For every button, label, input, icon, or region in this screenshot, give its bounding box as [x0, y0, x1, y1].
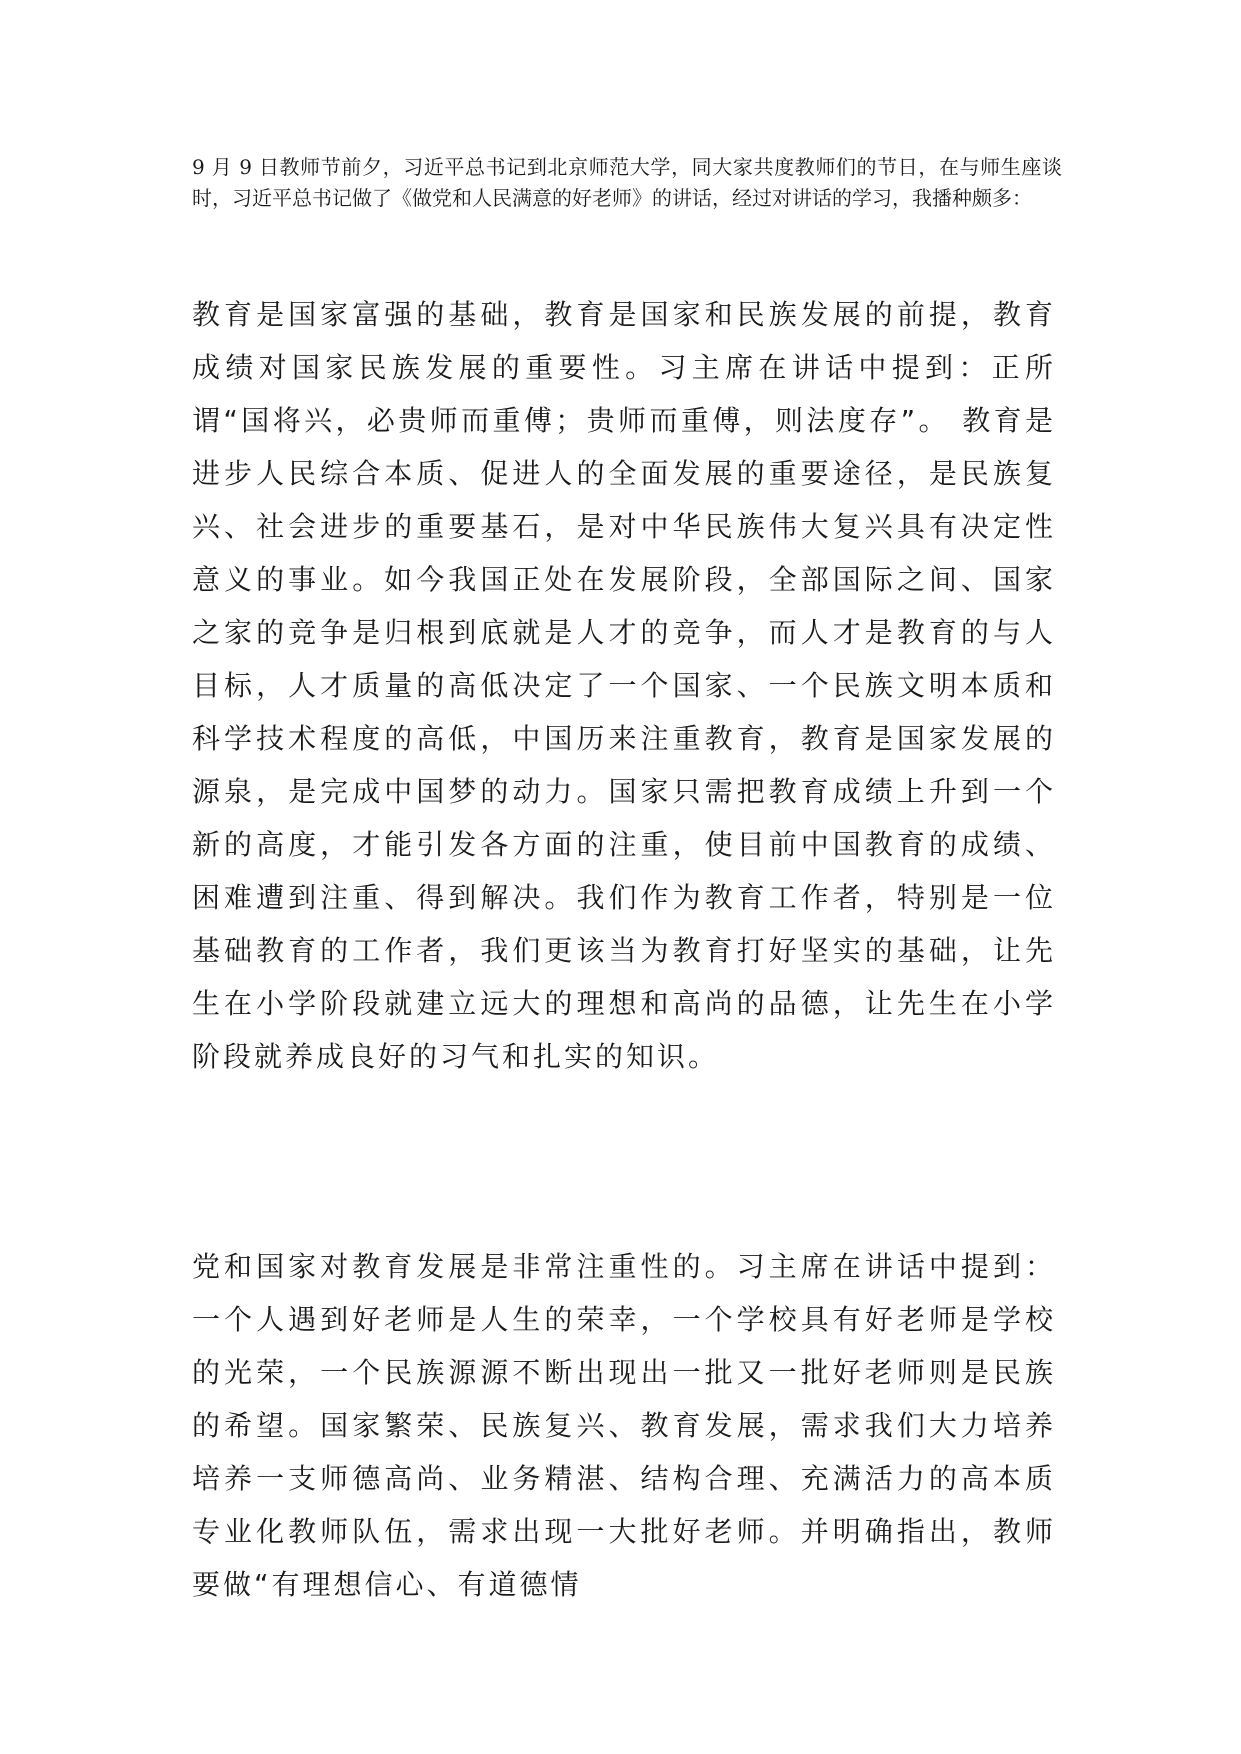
body-paragraph-2: 党和国家对教育发展是非常注重性的。习主席在讲话中提到：一个人遇到好老师是人生的荣幸，一个学校具有好老师是学校的光荣，一个民族源源不断出现出一批又一批好老师则是民族的希望。国家繁荣、民族复兴、教育发展，需求我们大力培养培养一支师德高尚、业务精湛、结构合理、充满活力的高本质专业化教师队伍，需求出现一大批好老师。并明确指出，教师要做“有理想信心、有道德情	[192, 1250, 1056, 1601]
body-paragraph-1: 教育是国家富强的基础，教育是国家和民族发展的前提，教育成绩对国家民族发展的重要性。习主席在讲话中提到：正所谓“国将兴，必贵师而重傅；贵师而重傅，则法度存”。 教育是进步人民综合本质、促进人的全面发展的重要途径，是民族复兴、社会进步的重要基石，是对中华民族伟大复兴具有决定性意义的事业。如今我国正处在发展阶段，全部国际之间、国家之家的竞争是归根到底就是人才的竞争，而人才是教育的与人目标，人才质量的高低决定了一个国家、一个民族文明本质和科学技术程度的高低，中国历来注重教育，教育是国家发展的源泉，是完成中国梦的动力。国家只需把教育成绩上升到一个新的高度，才能引发各方面的注重，使目前中国教育的成绩、困难遭到注重、得到解决。我们作为教育工作者，特别是一位基础教育的工作者，我们更该当为教育打好坚实的基础，让先生在小学阶段就建立远大的理想和高尚的品德，让先生在小学阶段就养成良好的习气和扎实的知识。	[192, 298, 1056, 1073]
intro-paragraph: 9 月 9 日教师节前夕，习近平总书记到北京师范大学，同大家共度教师们的节日，在与师生座谈时，习近平总书记做了《做党和人民满意的好老师》的讲话，经过对讲话的学习，我播种颇多：	[192, 155, 1062, 210]
